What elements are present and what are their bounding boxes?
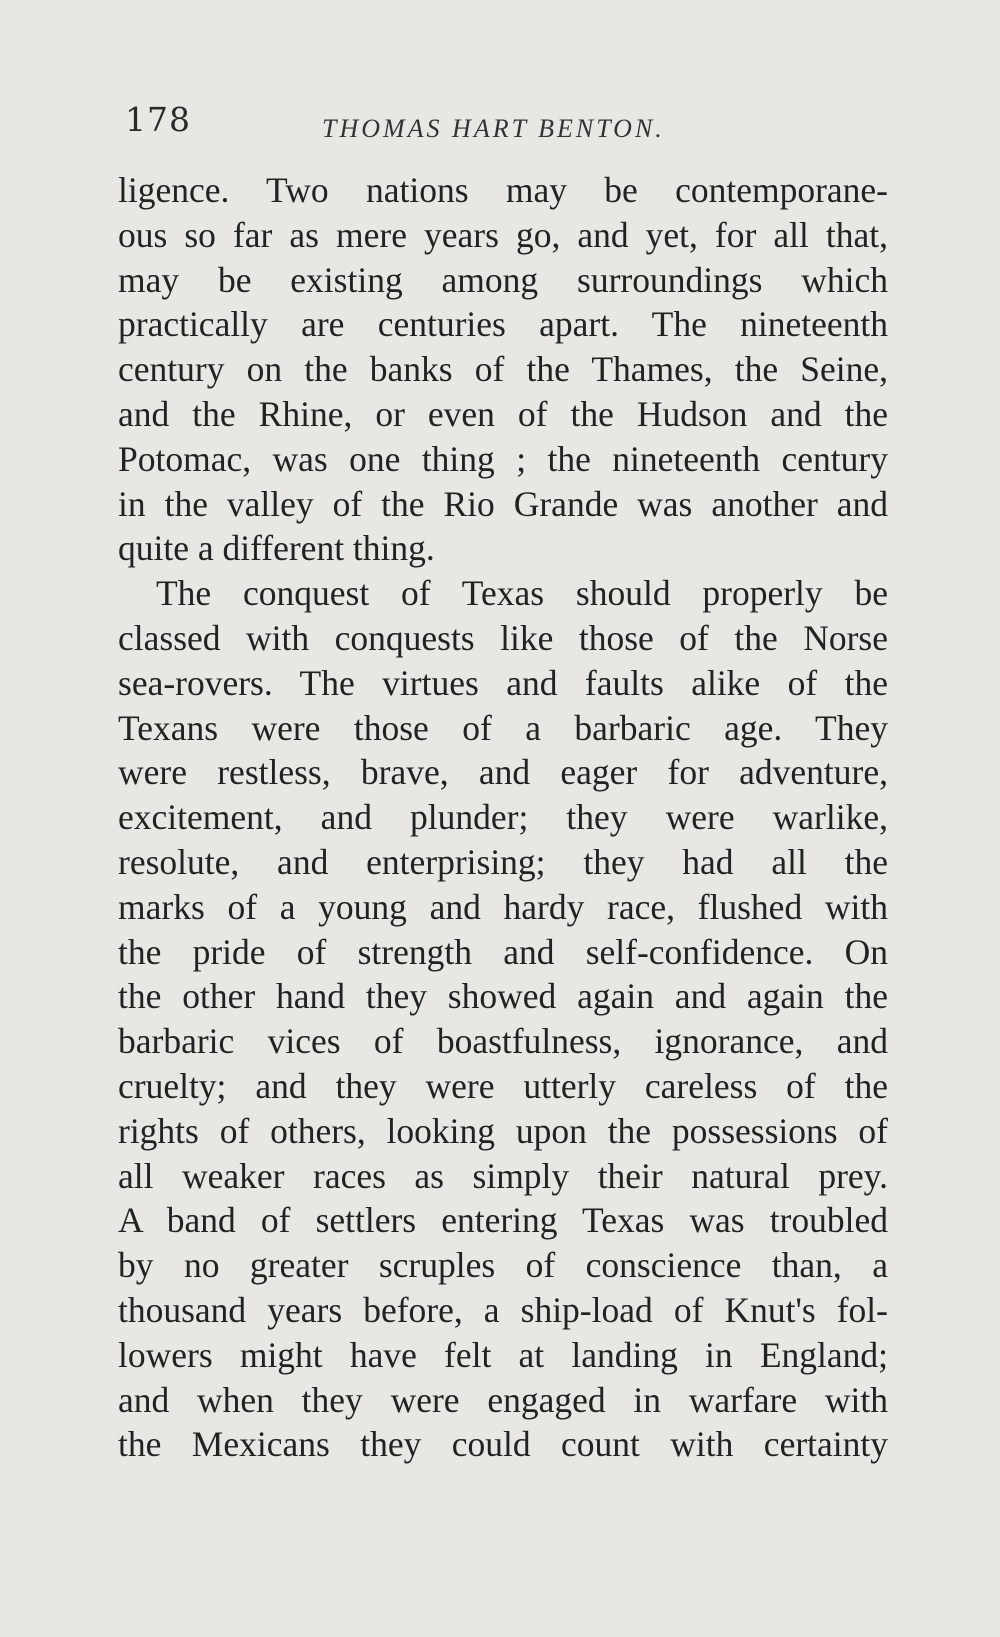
text-line: and when they were engaged in warfare with	[118, 1379, 888, 1420]
text-line: excitement, and plunder; they were warlike,	[118, 797, 888, 838]
text-line: Texans were those of a barbaric age. They	[118, 707, 888, 748]
page-header	[125, 100, 855, 150]
text-line: A band of settlers entering Texas was troubled	[118, 1200, 888, 1241]
text-line: sea-rovers. The virtues and faults alike of the	[118, 662, 888, 703]
text-line: were restless, brave, and eager for adventure,	[118, 752, 888, 793]
text-line: marks of a young and hardy race, flushed with	[118, 886, 888, 927]
text-line: quite a different thing.	[118, 528, 435, 569]
text-line: Potomac, was one thing ; the nineteenth century	[118, 438, 888, 479]
text-line: barbaric vices of boastfulness, ignorance, and	[118, 1021, 888, 1062]
text-line: resolute, and enterprising; they had all the	[118, 841, 888, 882]
text-line: ous so far as mere years go, and yet, for all that,	[118, 214, 888, 255]
page-number: 178	[125, 100, 191, 139]
text-line: practically are centuries apart. The nineteenth	[118, 304, 888, 345]
text-line: the Mexicans they could count with certainty	[118, 1424, 888, 1465]
text-line: ligence. Two nations may be contemporane-	[118, 170, 888, 210]
text-line: The conquest of Texas should properly be	[156, 573, 888, 614]
running-title: THOMAS HART BENTON.	[322, 114, 665, 143]
body-text	[118, 168, 888, 1467]
text-line: may be existing among surroundings which	[118, 259, 888, 300]
text-line: all weaker races as simply their natural prey.	[118, 1155, 888, 1196]
text-line: thousand years before, a ship-load of Knut's fol-	[118, 1289, 888, 1330]
text-line: the pride of strength and self-confidence. On	[118, 931, 888, 972]
text-line: rights of others, looking upon the possessions of	[118, 1110, 888, 1151]
text-line: the other hand they showed again and again the	[118, 976, 888, 1017]
text-line: lowers might have felt at landing in England;	[118, 1334, 888, 1375]
text-line: classed with conquests like those of the Norse	[118, 617, 888, 658]
text-line: and the Rhine, or even of the Hudson and the	[118, 393, 888, 434]
text-line: cruelty; and they were utterly careless of the	[118, 1065, 888, 1106]
text-line: in the valley of the Rio Grande was another and	[118, 483, 888, 524]
text-line: by no greater scruples of conscience than, a	[118, 1245, 888, 1286]
text-line: century on the banks of the Thames, the Seine,	[118, 349, 888, 390]
